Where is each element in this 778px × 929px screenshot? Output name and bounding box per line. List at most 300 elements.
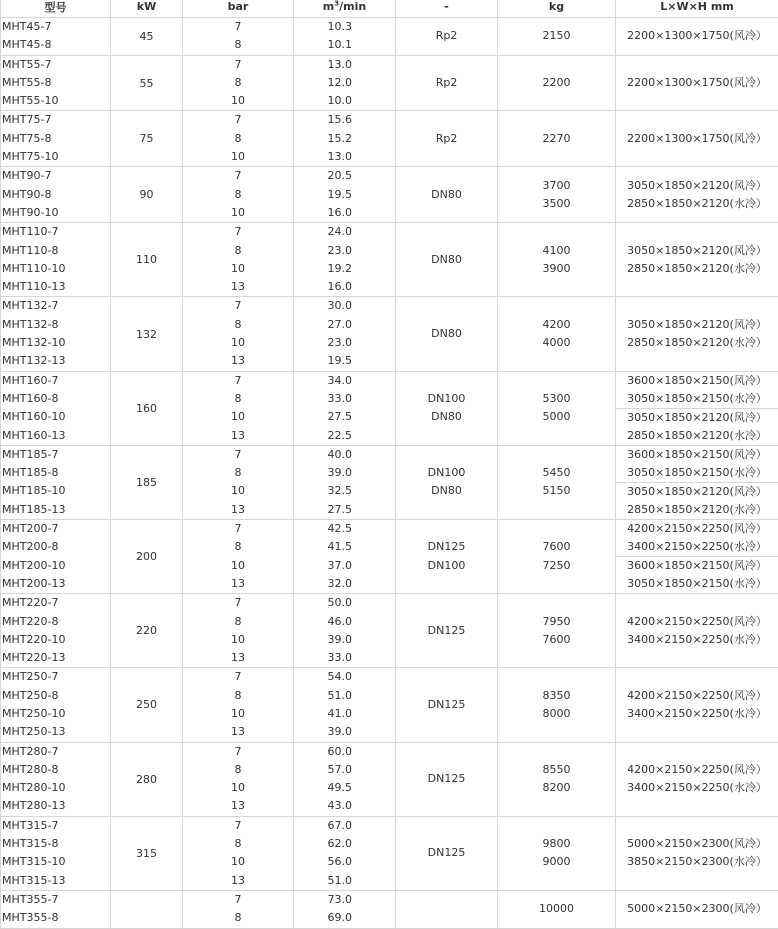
pressure-value: 7 bbox=[183, 297, 293, 315]
dimension-value: 4200×2150×2250(风冷） bbox=[616, 520, 778, 538]
dimensions-cell bbox=[616, 668, 778, 742]
power-cell bbox=[111, 371, 183, 445]
flow-value: 67.0 bbox=[294, 817, 352, 835]
pressure-value: 10 bbox=[183, 705, 293, 723]
model-name: MHT75-8 bbox=[2, 130, 110, 148]
connection-value: DN80 bbox=[396, 186, 497, 204]
header-model: 型号 bbox=[1, 0, 111, 18]
pressure-value: 7 bbox=[183, 446, 293, 464]
dimension-group bbox=[616, 520, 778, 556]
dimension-value: 3400×2150×2250(水冷） bbox=[616, 705, 778, 723]
pressure-value: 13 bbox=[183, 575, 293, 593]
weight-value: 3500 bbox=[498, 195, 615, 213]
model-name: MHT315-10 bbox=[2, 853, 110, 871]
flow-value: 49.5 bbox=[294, 779, 352, 797]
flow-value: 10.0 bbox=[294, 92, 352, 110]
model-name: MHT75-10 bbox=[2, 148, 110, 166]
model-name: MHT315-13 bbox=[2, 872, 110, 890]
weight-cell bbox=[498, 371, 616, 445]
weight-value: 4000 bbox=[498, 334, 615, 352]
model-name: MHT110-7 bbox=[2, 223, 110, 241]
dimension-value: 3050×1850×2120(风冷） bbox=[616, 177, 778, 195]
model-name: MHT185-13 bbox=[2, 501, 110, 519]
dimension-value: 2850×1850×2120(水冷） bbox=[616, 260, 778, 278]
model-name: MHT355-8 bbox=[2, 909, 110, 927]
pressure-value: 7 bbox=[183, 223, 293, 241]
dimension-group bbox=[616, 316, 778, 352]
power-cell bbox=[111, 816, 183, 890]
model-name: MHT90-7 bbox=[2, 167, 110, 185]
model-name: MHT250-10 bbox=[2, 705, 110, 723]
flow-value: 39.0 bbox=[294, 723, 352, 741]
power-cell bbox=[111, 445, 183, 519]
pressure-cell bbox=[183, 167, 294, 223]
connection-cell bbox=[396, 167, 498, 223]
pressure-value: 7 bbox=[183, 56, 293, 74]
pressure-value: 8 bbox=[183, 316, 293, 334]
connection-cell bbox=[396, 742, 498, 816]
model-cell bbox=[1, 371, 111, 445]
header-flow bbox=[294, 0, 396, 18]
weight-cell bbox=[498, 890, 616, 928]
weight-value: 8550 bbox=[498, 761, 615, 779]
connection-value: DN100 bbox=[396, 464, 497, 482]
table-row bbox=[1, 520, 778, 594]
power-value: 185 bbox=[136, 476, 157, 489]
connection-cell bbox=[396, 668, 498, 742]
weight-value: 7950 bbox=[498, 613, 615, 631]
power-value: 280 bbox=[136, 773, 157, 786]
pressure-value: 8 bbox=[183, 186, 293, 204]
dimension-value: 2850×1850×2120(水冷） bbox=[616, 334, 778, 352]
model-name: MHT132-10 bbox=[2, 334, 110, 352]
flow-cell bbox=[294, 18, 396, 56]
pressure-value: 13 bbox=[183, 723, 293, 741]
flow-value: 41.0 bbox=[294, 705, 352, 723]
dimension-group bbox=[616, 835, 778, 871]
dimensions-cell bbox=[616, 111, 778, 167]
weight-cell bbox=[498, 111, 616, 167]
connection-value: DN80 bbox=[396, 408, 497, 426]
dimensions-cell bbox=[616, 520, 778, 594]
model-name: MHT280-7 bbox=[2, 743, 110, 761]
dimension-group bbox=[616, 74, 778, 92]
flow-value: 15.6 bbox=[294, 111, 352, 129]
table-row bbox=[1, 55, 778, 111]
flow-value: 33.0 bbox=[294, 390, 352, 408]
table-row bbox=[1, 594, 778, 668]
flow-value: 73.0 bbox=[294, 891, 352, 909]
dimension-group bbox=[616, 687, 778, 723]
dimension-value: 2200×1300×1750(风冷） bbox=[616, 74, 778, 92]
weight-value: 5300 bbox=[498, 390, 615, 408]
power-value: 110 bbox=[136, 253, 157, 266]
weight-cell bbox=[498, 297, 616, 371]
dimension-value: 3400×2150×2250(水冷） bbox=[616, 779, 778, 797]
flow-value: 20.5 bbox=[294, 167, 352, 185]
dimension-value: 2850×1850×2120(水冷） bbox=[616, 427, 778, 445]
dimension-group bbox=[616, 408, 778, 445]
flow-value: 15.2 bbox=[294, 130, 352, 148]
flow-value: 43.0 bbox=[294, 797, 352, 815]
connection-cell bbox=[396, 18, 498, 56]
pressure-value: 10 bbox=[183, 148, 293, 166]
flow-value: 42.5 bbox=[294, 520, 352, 538]
model-name: MHT55-10 bbox=[2, 92, 110, 110]
power-cell bbox=[111, 520, 183, 594]
dimensions-cell bbox=[616, 816, 778, 890]
dimensions-cell bbox=[616, 223, 778, 297]
model-name: MHT55-7 bbox=[2, 56, 110, 74]
pressure-cell bbox=[183, 668, 294, 742]
connection-cell bbox=[396, 816, 498, 890]
model-cell bbox=[1, 18, 111, 56]
power-value: 160 bbox=[136, 402, 157, 415]
weight-value: 4200 bbox=[498, 316, 615, 334]
connection-cell bbox=[396, 520, 498, 594]
dimension-value: 5000×2150×2300(风冷） bbox=[616, 835, 778, 853]
model-name: MHT200-8 bbox=[2, 538, 110, 556]
power-cell bbox=[111, 223, 183, 297]
model-name: MHT110-8 bbox=[2, 242, 110, 260]
power-cell bbox=[111, 594, 183, 668]
model-name: MHT160-8 bbox=[2, 390, 110, 408]
connection-value: DN100 bbox=[396, 390, 497, 408]
weight-value: 2200 bbox=[498, 74, 615, 92]
weight-value: 4100 bbox=[498, 242, 615, 260]
dimension-group bbox=[616, 177, 778, 213]
weight-value: 7600 bbox=[498, 538, 615, 556]
dimension-value: 3050×1850×2150(水冷） bbox=[616, 464, 778, 482]
flow-cell bbox=[294, 111, 396, 167]
weight-cell bbox=[498, 668, 616, 742]
weight-value: 10000 bbox=[498, 900, 615, 918]
dimensions-cell bbox=[616, 445, 778, 519]
flow-value: 51.0 bbox=[294, 687, 352, 705]
connection-cell bbox=[396, 371, 498, 445]
connection-cell bbox=[396, 223, 498, 297]
model-name: MHT160-7 bbox=[2, 372, 110, 390]
table-row bbox=[1, 445, 778, 519]
pressure-value: 7 bbox=[183, 520, 293, 538]
dimensions-cell bbox=[616, 742, 778, 816]
power-value: 45 bbox=[140, 30, 154, 43]
model-name: MHT220-7 bbox=[2, 594, 110, 612]
flow-cell bbox=[294, 890, 396, 928]
pressure-value: 8 bbox=[183, 835, 293, 853]
header-row bbox=[1, 0, 778, 18]
power-value: 55 bbox=[140, 77, 154, 90]
weight-cell bbox=[498, 445, 616, 519]
model-name: MHT200-13 bbox=[2, 575, 110, 593]
dimension-group bbox=[616, 242, 778, 278]
dimensions-cell bbox=[616, 167, 778, 223]
model-cell bbox=[1, 297, 111, 371]
model-cell bbox=[1, 223, 111, 297]
power-value: 90 bbox=[140, 188, 154, 201]
dimension-value: 3600×1850×2150(风冷） bbox=[616, 446, 778, 464]
pressure-value: 10 bbox=[183, 779, 293, 797]
dimension-value: 2200×1300×1750(风冷） bbox=[616, 27, 778, 45]
model-cell bbox=[1, 445, 111, 519]
flow-value: 32.5 bbox=[294, 482, 352, 500]
pressure-value: 7 bbox=[183, 743, 293, 761]
flow-value: 22.5 bbox=[294, 427, 352, 445]
pressure-value: 10 bbox=[183, 204, 293, 222]
power-cell bbox=[111, 890, 183, 928]
dimension-group bbox=[616, 27, 778, 45]
dimensions-cell bbox=[616, 594, 778, 668]
power-value: 75 bbox=[140, 132, 154, 145]
pressure-value: 10 bbox=[183, 631, 293, 649]
table-row bbox=[1, 371, 778, 445]
dimension-group bbox=[616, 130, 778, 148]
model-name: MHT110-13 bbox=[2, 278, 110, 296]
pressure-cell bbox=[183, 111, 294, 167]
weight-value: 9000 bbox=[498, 853, 615, 871]
dimension-value: 3600×1850×2150(风冷） bbox=[616, 372, 778, 390]
dimension-group bbox=[616, 446, 778, 482]
model-cell bbox=[1, 520, 111, 594]
pressure-value: 13 bbox=[183, 649, 293, 667]
connection-value: DN125 bbox=[396, 844, 497, 862]
flow-value: 30.0 bbox=[294, 297, 352, 315]
flow-value: 41.5 bbox=[294, 538, 352, 556]
connection-value: DN100 bbox=[396, 557, 497, 575]
pressure-cell bbox=[183, 520, 294, 594]
model-name: MHT200-10 bbox=[2, 557, 110, 575]
pressure-value: 13 bbox=[183, 501, 293, 519]
table-row bbox=[1, 742, 778, 816]
pressure-value: 7 bbox=[183, 111, 293, 129]
dimensions-cell bbox=[616, 55, 778, 111]
header-connection: - bbox=[396, 0, 498, 18]
flow-value: 51.0 bbox=[294, 872, 352, 890]
table-row bbox=[1, 18, 778, 56]
flow-unit-base: m bbox=[323, 0, 334, 13]
flow-cell bbox=[294, 371, 396, 445]
pressure-value: 8 bbox=[183, 761, 293, 779]
flow-value: 23.0 bbox=[294, 334, 352, 352]
model-cell bbox=[1, 816, 111, 890]
connection-cell bbox=[396, 297, 498, 371]
pressure-value: 7 bbox=[183, 668, 293, 686]
model-name: MHT185-10 bbox=[2, 482, 110, 500]
weight-value: 7600 bbox=[498, 631, 615, 649]
flow-cell bbox=[294, 742, 396, 816]
dimension-value: 3850×2150×2300(水冷） bbox=[616, 853, 778, 871]
model-name: MHT45-8 bbox=[2, 36, 110, 54]
dimension-value: 3400×2150×2250(水冷） bbox=[616, 538, 778, 556]
dimension-group bbox=[616, 556, 778, 593]
flow-value: 13.0 bbox=[294, 148, 352, 166]
model-name: MHT132-13 bbox=[2, 352, 110, 370]
dimension-group bbox=[616, 613, 778, 649]
model-name: MHT90-8 bbox=[2, 186, 110, 204]
connection-value: Rp2 bbox=[396, 74, 497, 92]
table-row bbox=[1, 816, 778, 890]
pressure-value: 8 bbox=[183, 36, 293, 54]
pressure-value: 8 bbox=[183, 130, 293, 148]
pressure-value: 10 bbox=[183, 334, 293, 352]
pressure-value: 13 bbox=[183, 797, 293, 815]
flow-value: 23.0 bbox=[294, 242, 352, 260]
dimensions-cell bbox=[616, 371, 778, 445]
pressure-cell bbox=[183, 223, 294, 297]
weight-cell bbox=[498, 167, 616, 223]
connection-value: DN125 bbox=[396, 696, 497, 714]
flow-value: 16.0 bbox=[294, 278, 352, 296]
model-name: MHT315-8 bbox=[2, 835, 110, 853]
table-row bbox=[1, 167, 778, 223]
flow-unit-sup: 3 bbox=[334, 0, 339, 7]
dimension-group bbox=[616, 372, 778, 408]
pressure-value: 8 bbox=[183, 687, 293, 705]
table-body bbox=[1, 18, 778, 929]
weight-cell bbox=[498, 594, 616, 668]
header-power: kW bbox=[111, 0, 183, 18]
weight-value: 8350 bbox=[498, 687, 615, 705]
model-cell bbox=[1, 111, 111, 167]
weight-value: 9800 bbox=[498, 835, 615, 853]
pressure-value: 7 bbox=[183, 372, 293, 390]
model-name: MHT185-8 bbox=[2, 464, 110, 482]
model-name: MHT90-10 bbox=[2, 204, 110, 222]
power-cell bbox=[111, 18, 183, 56]
flow-cell bbox=[294, 167, 396, 223]
power-cell bbox=[111, 55, 183, 111]
flow-value: 10.1 bbox=[294, 36, 352, 54]
dimensions-cell bbox=[616, 890, 778, 928]
flow-cell bbox=[294, 668, 396, 742]
flow-value: 46.0 bbox=[294, 613, 352, 631]
dimension-value: 4200×2150×2250(风冷） bbox=[616, 761, 778, 779]
dimension-value: 2850×1850×2120(水冷） bbox=[616, 501, 778, 519]
dimension-value: 2200×1300×1750(风冷） bbox=[616, 130, 778, 148]
model-name: MHT220-13 bbox=[2, 649, 110, 667]
model-name: MHT220-8 bbox=[2, 613, 110, 631]
weight-value: 8000 bbox=[498, 705, 615, 723]
connection-cell bbox=[396, 594, 498, 668]
dimensions-cell bbox=[616, 18, 778, 56]
model-cell bbox=[1, 55, 111, 111]
pressure-value: 13 bbox=[183, 352, 293, 370]
connection-value: DN80 bbox=[396, 325, 497, 343]
pressure-value: 10 bbox=[183, 408, 293, 426]
power-value: 132 bbox=[136, 328, 157, 341]
dimension-value: 5000×2150×2300(风冷） bbox=[616, 900, 778, 918]
pressure-value: 7 bbox=[183, 594, 293, 612]
flow-value: 54.0 bbox=[294, 668, 352, 686]
dimension-value: 3600×1850×2150(风冷） bbox=[616, 557, 778, 575]
flow-value: 50.0 bbox=[294, 594, 352, 612]
model-name: MHT250-7 bbox=[2, 668, 110, 686]
flow-value: 10.3 bbox=[294, 18, 352, 36]
power-value: 220 bbox=[136, 624, 157, 637]
power-value: 200 bbox=[136, 550, 157, 563]
dimension-value: 2850×1850×2120(水冷） bbox=[616, 195, 778, 213]
connection-value: DN80 bbox=[396, 251, 497, 269]
pressure-value: 8 bbox=[183, 74, 293, 92]
flow-value: 39.0 bbox=[294, 464, 352, 482]
model-cell bbox=[1, 594, 111, 668]
weight-cell bbox=[498, 816, 616, 890]
header-dimensions: L×W×H mm bbox=[616, 0, 778, 18]
flow-value: 19.5 bbox=[294, 186, 352, 204]
pressure-cell bbox=[183, 55, 294, 111]
flow-value: 27.5 bbox=[294, 408, 352, 426]
flow-value: 12.0 bbox=[294, 74, 352, 92]
dimension-value: 4200×2150×2250(风冷） bbox=[616, 613, 778, 631]
pressure-value: 13 bbox=[183, 427, 293, 445]
weight-value: 7250 bbox=[498, 557, 615, 575]
weight-cell bbox=[498, 520, 616, 594]
dimension-value: 3400×2150×2250(水冷） bbox=[616, 631, 778, 649]
model-cell bbox=[1, 890, 111, 928]
dimension-value: 3050×1850×2120(风冷） bbox=[616, 409, 778, 427]
pressure-value: 7 bbox=[183, 18, 293, 36]
flow-value: 19.2 bbox=[294, 260, 352, 278]
flow-value: 57.0 bbox=[294, 761, 352, 779]
header-pressure: bar bbox=[183, 0, 294, 18]
table-row bbox=[1, 890, 778, 928]
pressure-cell bbox=[183, 816, 294, 890]
pressure-cell bbox=[183, 18, 294, 56]
model-name: MHT132-8 bbox=[2, 316, 110, 334]
weight-value: 8200 bbox=[498, 779, 615, 797]
model-name: MHT160-13 bbox=[2, 427, 110, 445]
flow-cell bbox=[294, 520, 396, 594]
table-row bbox=[1, 668, 778, 742]
flow-value: 32.0 bbox=[294, 575, 352, 593]
dimension-value: 3050×1850×2150(水冷） bbox=[616, 390, 778, 408]
connection-cell bbox=[396, 111, 498, 167]
connection-cell bbox=[396, 55, 498, 111]
flow-unit-tail: /min bbox=[339, 0, 366, 13]
model-name: MHT45-7 bbox=[2, 18, 110, 36]
pressure-value: 10 bbox=[183, 853, 293, 871]
connection-cell bbox=[396, 445, 498, 519]
dimension-group bbox=[616, 900, 778, 918]
connection-cell bbox=[396, 890, 498, 928]
pressure-value: 8 bbox=[183, 538, 293, 556]
power-cell bbox=[111, 297, 183, 371]
dimension-value: 4200×2150×2250(风冷） bbox=[616, 687, 778, 705]
model-name: MHT55-8 bbox=[2, 74, 110, 92]
pressure-value: 8 bbox=[183, 464, 293, 482]
dimension-value: 3050×1850×2120(风冷） bbox=[616, 316, 778, 334]
pressure-value: 8 bbox=[183, 613, 293, 631]
weight-value: 5000 bbox=[498, 408, 615, 426]
pressure-value: 8 bbox=[183, 909, 293, 927]
model-cell bbox=[1, 167, 111, 223]
flow-cell bbox=[294, 445, 396, 519]
connection-value: Rp2 bbox=[396, 130, 497, 148]
weight-cell bbox=[498, 742, 616, 816]
pressure-value: 10 bbox=[183, 260, 293, 278]
weight-cell bbox=[498, 55, 616, 111]
power-value: 315 bbox=[136, 847, 157, 860]
flow-value: 62.0 bbox=[294, 835, 352, 853]
power-value: 250 bbox=[136, 698, 157, 711]
flow-value: 69.0 bbox=[294, 909, 352, 927]
connection-value: DN125 bbox=[396, 538, 497, 556]
dimension-value: 3050×1850×2120(风冷） bbox=[616, 242, 778, 260]
weight-cell bbox=[498, 223, 616, 297]
pressure-value: 10 bbox=[183, 557, 293, 575]
model-name: MHT110-10 bbox=[2, 260, 110, 278]
flow-value: 27.0 bbox=[294, 316, 352, 334]
